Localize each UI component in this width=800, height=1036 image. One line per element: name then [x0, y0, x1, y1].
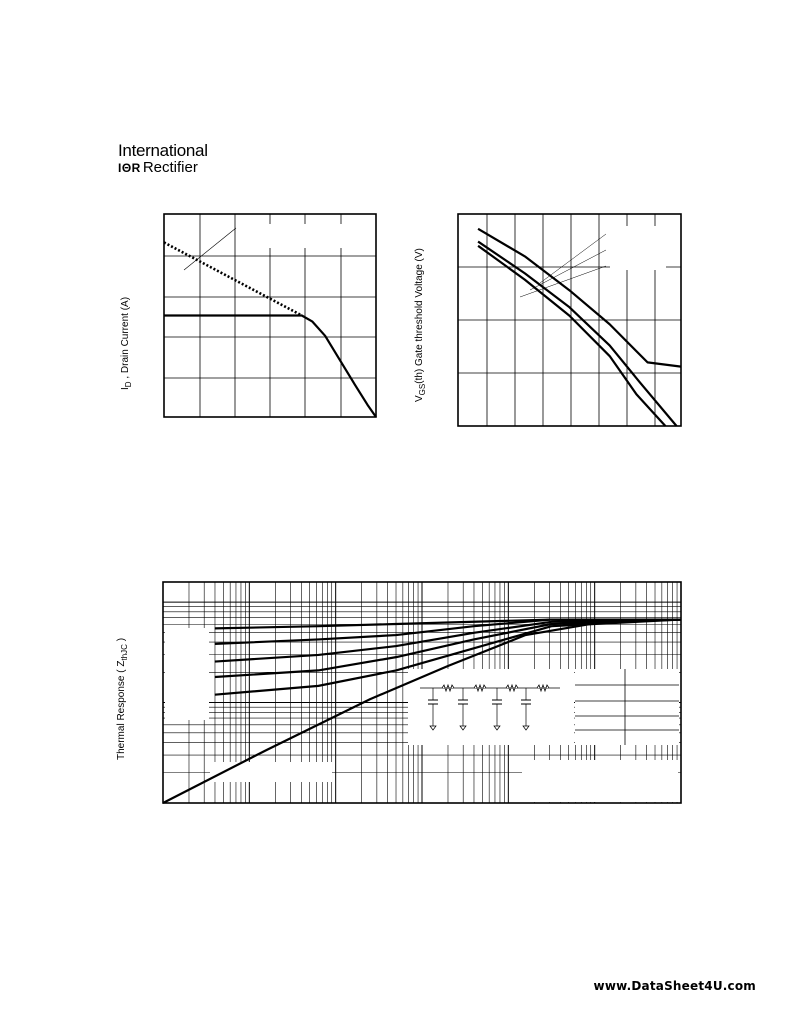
ior-logo-mark: IΘR	[118, 161, 141, 175]
thermal-response-chart	[116, 582, 681, 803]
footer-url: www.DataSheet4U.com	[593, 979, 756, 993]
series-line	[478, 246, 665, 426]
gate-threshold-legend-box	[610, 226, 666, 270]
gate-threshold-chart	[414, 214, 681, 426]
series-line	[164, 242, 302, 315]
logo-rectifier-text: Rectifier	[142, 159, 198, 176]
rc-table-box	[575, 669, 679, 745]
thermal-single-pulse-box	[210, 762, 332, 782]
drain-current-legend-box	[262, 224, 374, 248]
gate-threshold-leader-3	[520, 266, 606, 297]
thermal-legend-box	[165, 628, 209, 720]
drain-current-chart	[120, 214, 376, 417]
drain-current-annotation-leader	[184, 228, 236, 270]
logo-line-international: International	[118, 141, 208, 160]
gate-threshold-ylabel: $V_{GS}(th)$ Gate threshold Voltage (V)	[414, 248, 427, 402]
thermal-response-ylabel: Thermal Response ( $Z_{thJC}$ )	[116, 637, 129, 760]
rc-parameter-table	[575, 669, 679, 745]
thermal-notes-box	[522, 760, 678, 802]
drain-current-ylabel: $I_D$ , Drain Current (A)	[120, 296, 133, 390]
